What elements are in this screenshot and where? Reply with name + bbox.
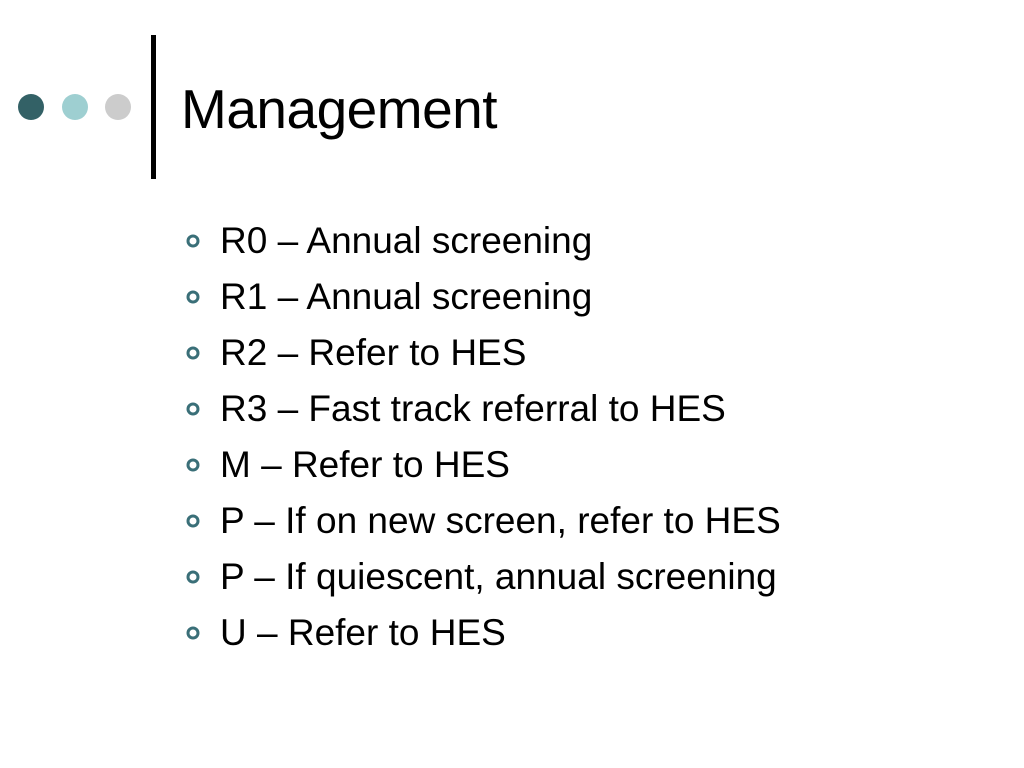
title-divider — [151, 35, 156, 179]
list-item-text: U – Refer to HES — [220, 612, 506, 653]
list-item — [186, 493, 781, 549]
list-item-text: R2 – Refer to HES — [220, 332, 527, 373]
list-item — [186, 325, 781, 381]
decorative-dots — [18, 94, 132, 122]
light-dot-icon — [62, 94, 88, 120]
list-item-text: R1 – Annual screening — [220, 276, 593, 317]
list-item — [186, 605, 781, 661]
list-item — [186, 549, 781, 605]
bullet-list — [186, 213, 781, 661]
hollow-circle-bullet-icon — [186, 402, 200, 416]
list-item-text: P – If quiescent, annual screening — [220, 556, 777, 597]
hollow-circle-bullet-icon — [186, 346, 200, 360]
grey-dot-icon — [105, 94, 131, 120]
list-item-text: P – If on new screen, refer to HES — [220, 500, 781, 541]
list-item — [186, 269, 781, 325]
list-item-text: R0 – Annual screening — [220, 220, 593, 261]
dark-dot-icon — [18, 94, 44, 120]
hollow-circle-bullet-icon — [186, 458, 200, 472]
hollow-circle-bullet-icon — [186, 570, 200, 584]
list-item — [186, 213, 781, 269]
hollow-circle-bullet-icon — [186, 514, 200, 528]
list-item — [186, 437, 781, 493]
list-item — [186, 381, 781, 437]
hollow-circle-bullet-icon — [186, 234, 200, 248]
slide-title: Management — [181, 78, 498, 140]
list-item-text: M – Refer to HES — [220, 444, 510, 485]
hollow-circle-bullet-icon — [186, 290, 200, 304]
list-item-text: R3 – Fast track referral to HES — [220, 388, 726, 429]
hollow-circle-bullet-icon — [186, 626, 200, 640]
